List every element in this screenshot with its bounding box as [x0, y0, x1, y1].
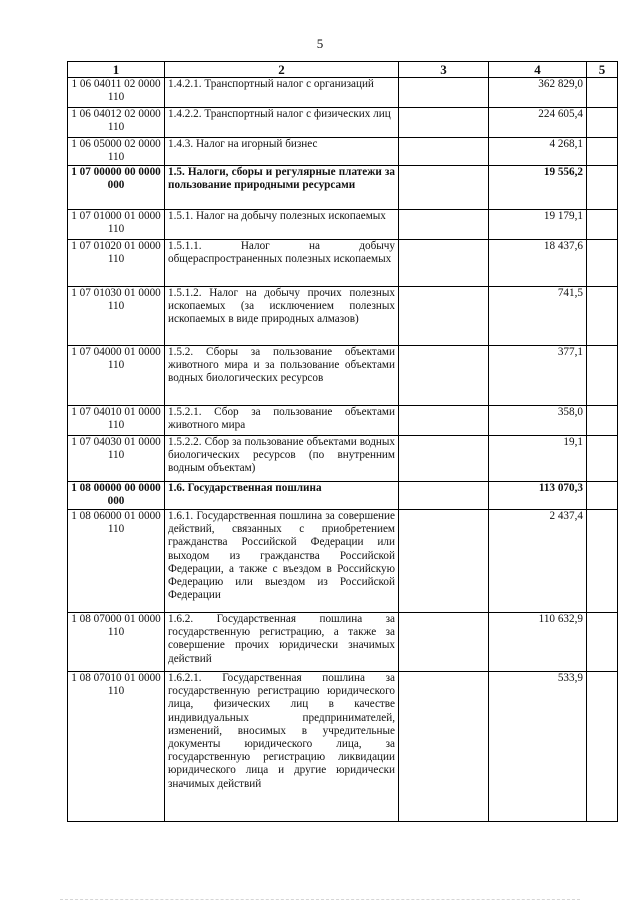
table-row — [68, 406, 618, 436]
col3-cell — [399, 240, 489, 287]
name-cell: 1.6.2.1. Государственная пошлина за государственную регистрацию юридического лица, физических лиц в качестве индивидуальных предпринимателей, изменений, вносимых в учредительные документы юридического лица, за государственную регистрацию ликвидации юридического лица и другие юридически значимых действий — [165, 672, 399, 822]
col5-cell — [587, 108, 618, 138]
code-cell: 1 08 07010 01 0000 110 — [68, 672, 165, 822]
col3-cell — [399, 210, 489, 240]
code-cell: 1 07 01000 01 0000 110 — [68, 210, 165, 240]
code-cell: 1 07 04000 01 0000 110 — [68, 346, 165, 406]
name-cell: 1.5.2. Сборы за пользование объектами животного мира и за пользование объектами водных биологических ресурсов — [165, 346, 399, 406]
name-cell: 1.4.2.1. Транспортный налог с организаций — [165, 78, 399, 108]
name-cell: 1.6. Государственная пошлина — [165, 482, 399, 510]
col3-cell — [399, 482, 489, 510]
col3-cell — [399, 406, 489, 436]
code-cell: 1 07 04030 01 0000 110 — [68, 436, 165, 482]
code-cell: 1 08 07000 01 0000 110 — [68, 613, 165, 672]
code-cell: 1 08 06000 01 0000 110 — [68, 510, 165, 613]
code-cell: 1 07 00000 00 0000 000 — [68, 166, 165, 210]
name-cell: 1.5. Налоги, сборы и регулярные платежи за пользование природными ресурсами — [165, 166, 399, 210]
col5-cell — [587, 346, 618, 406]
name-cell: 1.5.1. Налог на добычу полезных ископаемых — [165, 210, 399, 240]
table-row — [68, 138, 618, 166]
amount-cell: 741,5 — [489, 287, 587, 346]
col5-cell — [587, 210, 618, 240]
amount-cell: 110 632,9 — [489, 613, 587, 672]
name-cell: 1.6.2. Государственная пошлина за государственную регистрацию, а также за совершение прочих юридически значимых действий — [165, 613, 399, 672]
header-col-5: 5 — [587, 62, 618, 78]
header-col-2: 2 — [165, 62, 399, 78]
col5-cell — [587, 482, 618, 510]
table-row — [68, 482, 618, 510]
code-cell: 1 08 00000 00 0000 000 — [68, 482, 165, 510]
col3-cell — [399, 108, 489, 138]
amount-cell: 224 605,4 — [489, 108, 587, 138]
col3-cell — [399, 166, 489, 210]
table-row — [68, 210, 618, 240]
table-row — [68, 78, 618, 108]
amount-cell: 358,0 — [489, 406, 587, 436]
col5-cell — [587, 166, 618, 210]
name-cell: 1.5.2.1. Сбор за пользование объектами животного мира — [165, 406, 399, 436]
col5-cell — [587, 240, 618, 287]
col5-cell — [587, 672, 618, 822]
table-header-row — [68, 62, 618, 78]
name-cell: 1.4.2.2. Транспортный налог с физических лиц — [165, 108, 399, 138]
header-col-3: 3 — [399, 62, 489, 78]
amount-cell: 2 437,4 — [489, 510, 587, 613]
col3-cell — [399, 510, 489, 613]
amount-cell: 362 829,0 — [489, 78, 587, 108]
table-row — [68, 613, 618, 672]
table-row — [68, 240, 618, 287]
table-row — [68, 346, 618, 406]
name-cell: 1.6.1. Государственная пошлина за совершение действий, связанных с приобретением гражданства Российской Федерации или выходом из гражданства Российской Федерации, а также с въездом в Российскую Федерацию или выездом из Российской Федерации — [165, 510, 399, 613]
col3-cell — [399, 138, 489, 166]
col5-cell — [587, 78, 618, 108]
name-cell: 1.5.2.2. Сбор за пользование объектами водных биологических ресурсов (по внутренним водным объектам) — [165, 436, 399, 482]
scan-edge-mark — [60, 899, 580, 903]
col3-cell — [399, 613, 489, 672]
amount-cell: 533,9 — [489, 672, 587, 822]
name-cell: 1.4.3. Налог на игорный бизнес — [165, 138, 399, 166]
col5-cell — [587, 613, 618, 672]
code-cell: 1 06 04011 02 0000 110 — [68, 78, 165, 108]
amount-cell: 19 556,2 — [489, 166, 587, 210]
table-row — [68, 287, 618, 346]
amount-cell: 4 268,1 — [489, 138, 587, 166]
table-row — [68, 166, 618, 210]
page-number: 5 — [316, 36, 324, 51]
table-row — [68, 108, 618, 138]
budget-table — [67, 61, 618, 822]
table-row — [68, 510, 618, 613]
table-body — [68, 78, 618, 822]
name-cell: 1.5.1.1. Налог на добычу общераспространенных полезных ископаемых — [165, 240, 399, 287]
col5-cell — [587, 406, 618, 436]
col3-cell — [399, 346, 489, 406]
header-col-1: 1 — [68, 62, 165, 78]
col5-cell — [587, 287, 618, 346]
amount-cell: 377,1 — [489, 346, 587, 406]
code-cell: 1 07 04010 01 0000 110 — [68, 406, 165, 436]
code-cell: 1 06 05000 02 0000 110 — [68, 138, 165, 166]
amount-cell: 18 437,6 — [489, 240, 587, 287]
code-cell: 1 06 04012 02 0000 110 — [68, 108, 165, 138]
col3-cell — [399, 287, 489, 346]
col3-cell — [399, 78, 489, 108]
amount-cell: 19 179,1 — [489, 210, 587, 240]
header-col-4: 4 — [489, 62, 587, 78]
col3-cell — [399, 436, 489, 482]
col5-cell — [587, 510, 618, 613]
col5-cell — [587, 436, 618, 482]
code-cell: 1 07 01020 01 0000 110 — [68, 240, 165, 287]
table-row — [68, 436, 618, 482]
table-row — [68, 672, 618, 822]
amount-cell: 113 070,3 — [489, 482, 587, 510]
code-cell: 1 07 01030 01 0000 110 — [68, 287, 165, 346]
name-cell: 1.5.1.2. Налог на добычу прочих полезных ископаемых (за исключением полезных ископаемых в виде природных алмазов) — [165, 287, 399, 346]
col5-cell — [587, 138, 618, 166]
amount-cell: 19,1 — [489, 436, 587, 482]
col3-cell — [399, 672, 489, 822]
